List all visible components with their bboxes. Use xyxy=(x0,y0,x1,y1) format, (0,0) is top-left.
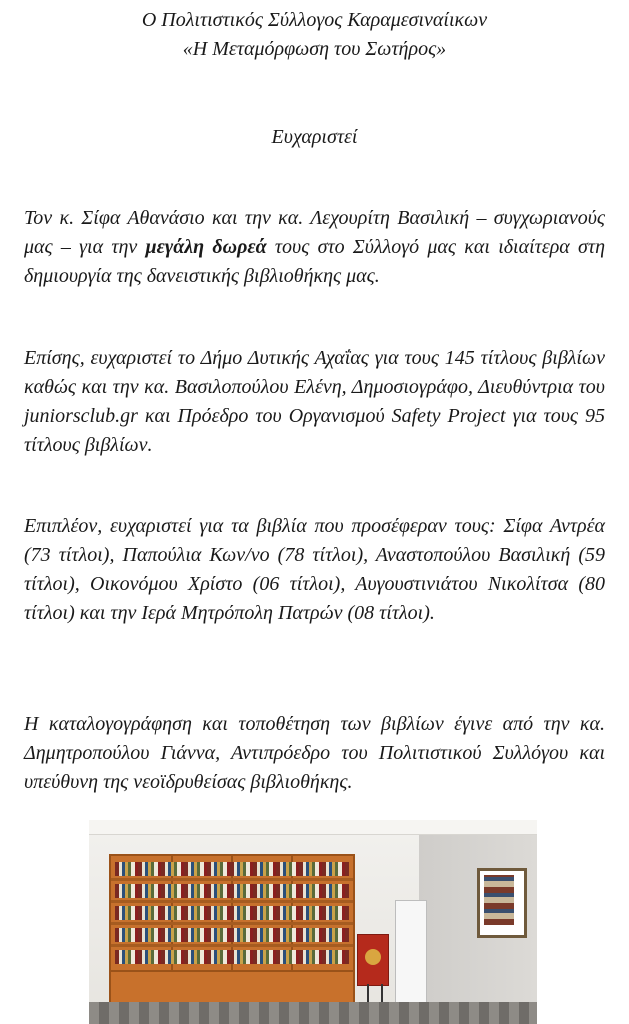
paragraph-cataloguing: Η καταλογογράφηση και τοποθέτηση των βιβλίων έγινε από την κα. Δημητροπούλου Γιάννα, Αντιπρόεδρο του Πολιτιστικού Συλλόγου και υπεύθυνη της νεοϊδρυθείσας βιβλιοθήκης. xyxy=(24,713,605,793)
page-title: Ευχαριστεί xyxy=(271,126,358,148)
air-conditioner xyxy=(395,900,427,1006)
frame-picture xyxy=(484,875,514,925)
association-name: Ο Πολιτιστικός Σύλλογος Καραμεσιναίικων xyxy=(141,9,488,31)
photo-floor xyxy=(89,1002,537,1024)
shelf-board xyxy=(111,944,353,947)
church-banner xyxy=(357,934,389,986)
book-row xyxy=(115,906,349,920)
paragraph-donation-bold: μεγάλη δωρεά xyxy=(145,236,267,258)
paragraph-donors: Επιπλέον, ευχαριστεί για τα βιβλία που προσέφεραν τους: Σίφα Αντρέα (73 τίτλοι), Παπούλια Κων/νο (78 τίτλοι), Αναστοπούλου Βασιλική (59 τίτλοι), Οικονόμου Χρίστο (06 τίτλοι), Αυγουστινιάτου Νικολίτσα (80 τίτλοι) και την Ιερά Μητρόπολη Πατρών (08 τίτλοι). xyxy=(24,515,605,624)
association-header xyxy=(0,6,629,64)
book-row xyxy=(115,884,349,898)
wall-frame xyxy=(477,868,527,938)
association-motto: «Η Μεταμόρφωση του Σωτήρος» xyxy=(182,38,447,60)
paragraph-donation-end: τους στο Σύλλογό μας και ιδιαίτερα στη δημιουργία της δανειστικής βιβλιοθήκης μας. xyxy=(24,236,605,287)
book-row xyxy=(115,862,349,876)
paragraph-donation-start: Τον κ. Σίφα Αθανάσιο και την κα. Λεχουρίτη Βασιλική – συγχωριανούς μας – για την xyxy=(24,207,605,258)
shelf-board xyxy=(111,922,353,925)
paragraph-municipality: Επίσης, ευχαριστεί το Δήμο Δυτικής Αχαΐας για τους 145 τίτλους βιβλίων καθώς και την κα. Βασιλοπούλου Ελένη, Δημοσιογράφο, Διευθύντρια του juniorsclub.gr και Πρόεδρο του Οργανισμού Safety Project για τους 95 τίτλους βιβλίων. xyxy=(24,347,605,456)
library-photo xyxy=(89,820,537,1024)
shelf-board xyxy=(111,900,353,903)
photo-ceiling xyxy=(89,820,537,835)
book-row xyxy=(115,950,349,964)
book-row xyxy=(115,928,349,942)
bookshelf-cabinet xyxy=(109,970,355,1004)
shelf-board xyxy=(111,878,353,881)
banner-emblem-icon xyxy=(365,949,381,965)
paragraph-donation xyxy=(24,204,605,291)
